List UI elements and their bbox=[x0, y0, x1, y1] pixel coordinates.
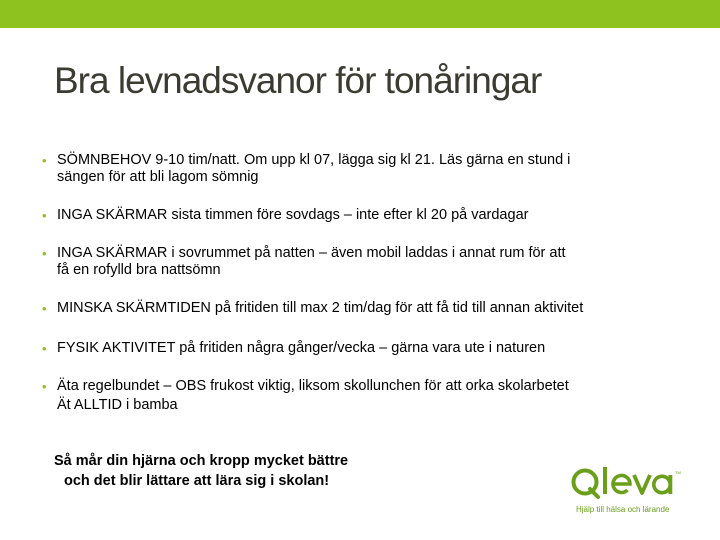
bullet-dot-icon: • bbox=[42, 301, 47, 316]
bullet-item bbox=[42, 245, 692, 279]
bullet-item bbox=[42, 152, 692, 186]
logo-tagline: Hjälp till hälsa och lärande bbox=[576, 505, 670, 514]
bullet-text-line: INGA SKÄRMAR sista timmen före sovdags – inte efter kl 20 på vardagar bbox=[57, 207, 529, 223]
bullet-text-line: Ät ALLTID i bamba bbox=[57, 397, 178, 413]
top-accent-bar bbox=[0, 0, 720, 28]
bullet-text-line: Äta regelbundet – OBS frukost viktig, liksom skollunchen för att orka skolarbetet bbox=[57, 378, 569, 394]
bullet-item bbox=[42, 207, 692, 224]
closing-line: Så mår din hjärna och kropp mycket bättre bbox=[54, 453, 349, 469]
bullet-dot-icon: • bbox=[42, 153, 47, 168]
closing-line: och det blir lättare att lära sig i skolan! bbox=[64, 473, 330, 489]
bullet-text-line: INGA SKÄRMAR i sovrummet på natten – även mobil laddas i annat rum för att bbox=[57, 245, 566, 261]
closing-message bbox=[52, 451, 412, 491]
bullet-dot-icon: • bbox=[42, 246, 47, 261]
bullet-text-line: MINSKA SKÄRMTIDEN på fritiden till max 2 tim/dag för att få tid till annan aktivitet bbox=[57, 300, 584, 316]
bullet-item bbox=[42, 300, 692, 317]
bullet-text-line: SÖMNBEHOV 9-10 tim/natt. Om upp kl 07, lägga sig kl 21. Läs gärna en stund i bbox=[57, 152, 571, 168]
bullet-dot-icon: • bbox=[42, 208, 47, 223]
qleva-logo-mark bbox=[568, 464, 688, 504]
slide-title: Bra levnadsvanor för tonåringar bbox=[54, 60, 542, 101]
trademark-mark: TM bbox=[675, 470, 681, 475]
bullet-dot-icon: • bbox=[42, 379, 47, 394]
bullet-dot-icon: • bbox=[42, 341, 47, 356]
bullet-item bbox=[42, 340, 692, 357]
bullet-text-line: få en rofylld bra nattsömn bbox=[57, 262, 221, 278]
bullet-list bbox=[42, 152, 692, 415]
bullet-text-line: FYSIK AKTIVITET på fritiden några gånger/vecka – gärna vara ute i naturen bbox=[57, 340, 546, 356]
bullet-text-line: sängen för att bli lagom sömnig bbox=[57, 169, 259, 185]
bullet-item bbox=[42, 378, 692, 415]
